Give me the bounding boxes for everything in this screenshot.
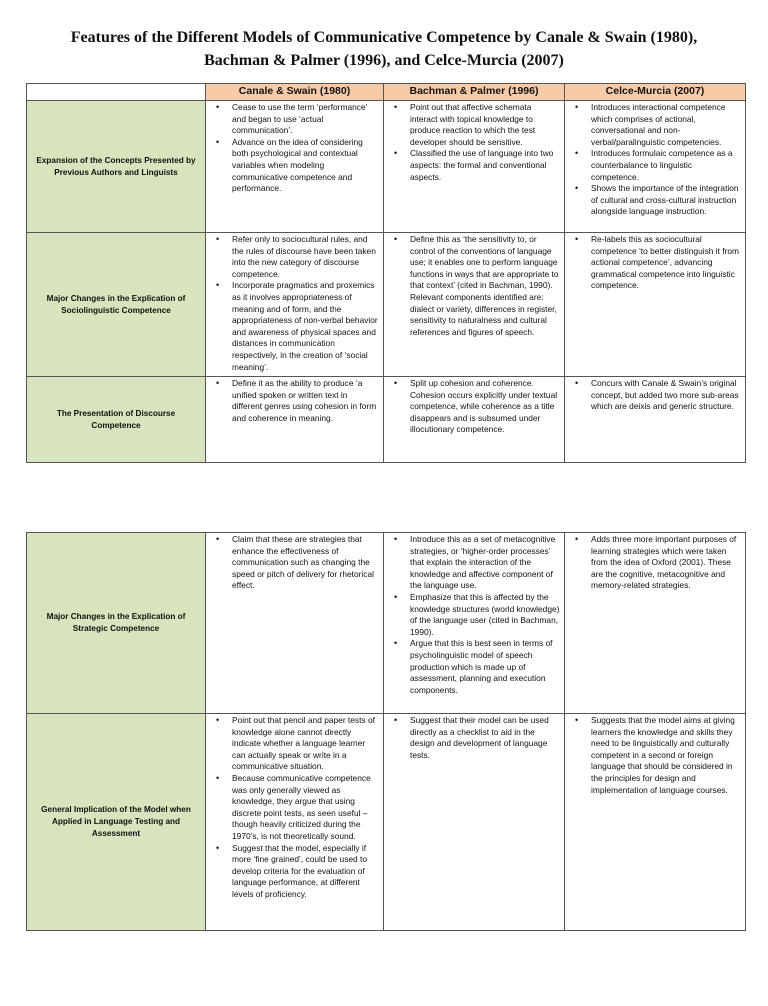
cell-canale-swain — [206, 233, 384, 377]
bullet-item: • Introduces formulaic competence as a counterbalance to linguistic competence. — [569, 148, 741, 183]
bullet-item: • Classified the use of language into two aspects: the formal and conventional aspects. — [388, 148, 560, 183]
row-label: General Implication of the Model when Applied in Language Testing and Assessment — [27, 714, 206, 931]
bullet-item: • Split up cohesion and coherence. Cohesion occurs explicitly under textual competence, while coherence as a title disappears and is subsumed under illocutionary competence. — [388, 378, 560, 436]
cell-celce-murcia — [565, 377, 746, 463]
bullet-item: • Argue that this is best seen in terms of psycholinguistic model of speech production which is made up of assessment, planning and execution components. — [388, 638, 560, 696]
cell-bachman-palmer — [384, 533, 565, 714]
bullet-item: • Suggest that their model can be used directly as a checklist to aid in the design and development of language tests. — [388, 715, 560, 761]
row-label: Major Changes in the Explication of Strategic Competence — [27, 533, 206, 714]
table-row — [27, 101, 746, 233]
bullet-item: • Cease to use the term ‘performance’ and began to use ‘actual communication’. — [210, 102, 379, 137]
cell-canale-swain — [206, 377, 384, 463]
bullet-item: • Suggest that the model, especially if more ‘fine grained’, could be used to develop criteria for the evaluation of language performance, at different levels of proficiency. — [210, 843, 379, 901]
table-row — [27, 714, 746, 931]
bullet-item: • Introduce this as a set of metacognitive strategies, or ‘higher-order processes’ that explain the interaction of the knowledge and affective component of the language use. — [388, 534, 560, 592]
bullet-item: • Introduces interactional competence which comprises of actional, conversational and non-verbal/paralinguistic competencies. — [569, 102, 741, 148]
table-row — [27, 377, 746, 463]
bullet-item: • Point out that affective schemata interact with topical knowledge to produce reaction to which the test developer should be sensitive. — [388, 102, 560, 148]
cell-celce-murcia — [565, 101, 746, 233]
cell-canale-swain — [206, 714, 384, 931]
bullet-item: • Because communicative competence was only generally viewed as knowledge, they argue that using discrete point tests, as seen useful – though heavily criticized during the 1970’s, is not theoretically sound. — [210, 773, 379, 843]
cell-bachman-palmer — [384, 101, 565, 233]
bullet-item: • Refer only to sociocultural rules, and the rules of discourse have been taken into the new category of discourse competence. — [210, 234, 379, 280]
header-canale-swain: Canale & Swain (1980) — [206, 84, 384, 101]
title-line-2: Bachman & Palmer (1996), and Celce-Murcia (2007) — [204, 52, 564, 69]
bullet-item: • Claim that these are strategies that enhance the effectiveness of communication such as changing the speed or pitch of delivery for rhetorical effect. — [210, 534, 379, 592]
cell-celce-murcia — [565, 233, 746, 377]
comparison-table-2 — [26, 532, 746, 931]
row-label: Major Changes in the Explication of Sociolinguistic Competence — [27, 233, 206, 377]
cell-celce-murcia — [565, 533, 746, 714]
table-row — [27, 233, 746, 377]
bullet-item: • Concurs with Canale & Swain’s original concept, but added two more sub-areas which are deixis and generic structure. — [569, 378, 741, 413]
header-bachman-palmer: Bachman & Palmer (1996) — [384, 84, 565, 101]
cell-canale-swain — [206, 101, 384, 233]
title-line-1: Features of the Different Models of Communicative Competence by Canale & Swain (1980), — [70, 29, 698, 46]
header-celce-murcia: Celce-Murcia (2007) — [565, 84, 746, 101]
table-row — [27, 533, 746, 714]
bullet-item: • Define this as ‘the sensitivity to, or control of the conventions of language use; it enables one to perform language functions in ways that are appropriate to that context’ (cited in Bachman, 1990). Relevant components identified are: dialect or variety, differences in register, sensitivity to naturalness and cultural references and figures of speech. — [388, 234, 560, 338]
bullet-item: • Shows the importance of the integration of cultural and cross-cultural instruction alongside language instruction. — [569, 183, 741, 218]
bullet-item: • Point out that pencil and paper tests of knowledge alone cannot directly indicate whether a language learner can actually speak or write in a communicative situation. — [210, 715, 379, 773]
bullet-item: • Incorporate pragmatics and proxemics as it involves appropriateness of meaning and of form, and the appropriateness of non-verbal behavior and awareness of physical spaces and distances in communication respectively, in the creation of ‘social meaning’. — [210, 280, 379, 373]
row-label: The Presentation of Discourse Competence — [27, 377, 206, 463]
bullet-item: • Advance on the idea of considering both psychological and contextual variables when modeling communicative competence and performance. — [210, 137, 379, 195]
cell-bachman-palmer — [384, 233, 565, 377]
bullet-item: • Suggests that the model aims at giving learners the knowledge and skills they need to be linguistically and culturally competent in a second or foreign language that should be considered in the principles for design and implementation of language courses. — [569, 715, 741, 796]
bullet-item: • Adds three more important purposes of learning strategies which were taken from the idea of Oxford (2001). These are the cognitive, metacognitive and memory-related strategies. — [569, 534, 741, 592]
cell-bachman-palmer — [384, 377, 565, 463]
bullet-item: • Emphasize that this is affected by the knowledge structures (world knowledge) of the language user (cited in Bachman, 1990). — [388, 592, 560, 638]
cell-canale-swain — [206, 533, 384, 714]
cell-celce-murcia — [565, 714, 746, 931]
header-blank — [27, 84, 206, 101]
bullet-item: • Re-labels this as sociocultural competence ‘to better distinguish it from actional competence’, advancing grammatical competence into linguistic competence. — [569, 234, 741, 292]
document-title — [0, 26, 768, 72]
comparison-table-1 — [26, 83, 746, 463]
bullet-item: • Define it as the ability to produce ‘a unified spoken or written text in different genres using cohesion in form and coherence in meaning. — [210, 378, 379, 424]
cell-bachman-palmer — [384, 714, 565, 931]
row-label: Expansion of the Concepts Presented by Previous Authors and Linguists — [27, 101, 206, 233]
